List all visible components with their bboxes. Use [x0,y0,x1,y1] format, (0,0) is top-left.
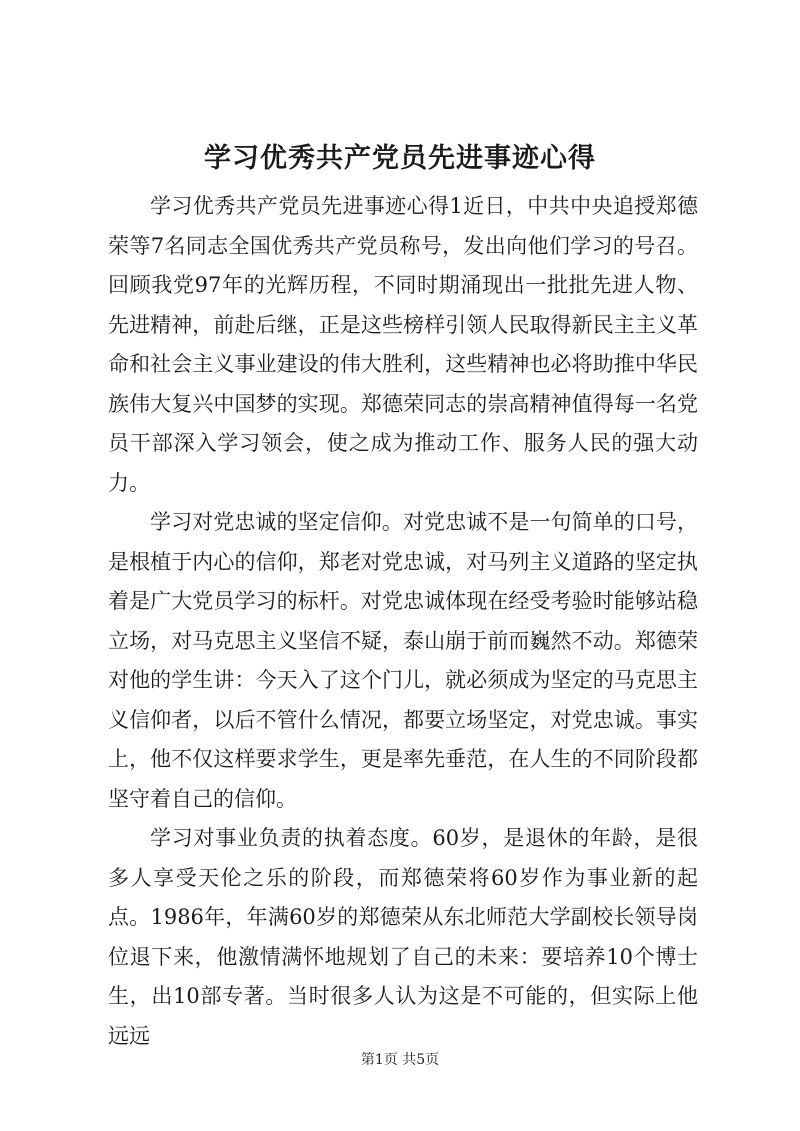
document-body [108,187,698,1056]
paragraph: 学习对党忠诚的坚定信仰。对党忠诚不是一句简单的口号，是根植于内心的信仰，郑老对党忠诚，对马列主义道路的坚定执着是广大党员学习的标杆。对党忠诚体现在经受考验时能够站稳立场，对马克思主义坚信不疑，泰山崩于前而巍然不动。郑德荣对他的学生讲：今天入了这个门儿，就必须成为坚定的马克思主义信仰者，以后不管什么情况，都要立场坚定，对党忠诚。事实上，他不仅这样要求学生，更是率先垂范，在人生的不同阶段都坚守着自己的信仰。 [108,510,698,811]
document-title: 学习优秀共产党员先进事迹心得 [204,143,596,174]
page-footer: 第1页 共5页 [360,1052,440,1068]
paragraph: 学习对事业负责的执着态度。60岁，是退休的年龄，是很多人享受天伦之乐的阶段，而郑德荣将60岁作为事业新的起点。1986年，年满60岁的郑德荣从东北师范大学副校长领导岗位退下来，他激情满怀地规划了自己的未来：要培养10个博士生，出10部专著。当时很多人认为这是不可能的，但实际上他远远 [108,826,698,1048]
paragraph: 学习优秀共产党员先进事迹心得1近日，中共中央追授郑德荣等7名同志全国优秀共产党员称号，发出向他们学习的号召。回顾我党97年的光辉历程，不同时期涌现出一批批先进人物、先进精神，前赴后继，正是这些榜样引领人民取得新民主主义革命和社会主义事业建设的伟大胜利，这些精神也必将助推中华民族伟大复兴中国梦的实现。郑德荣同志的崇高精神值得每一名党员干部深入学习领会，使之成为推动工作、服务人民的强大动力。 [108,194,698,495]
